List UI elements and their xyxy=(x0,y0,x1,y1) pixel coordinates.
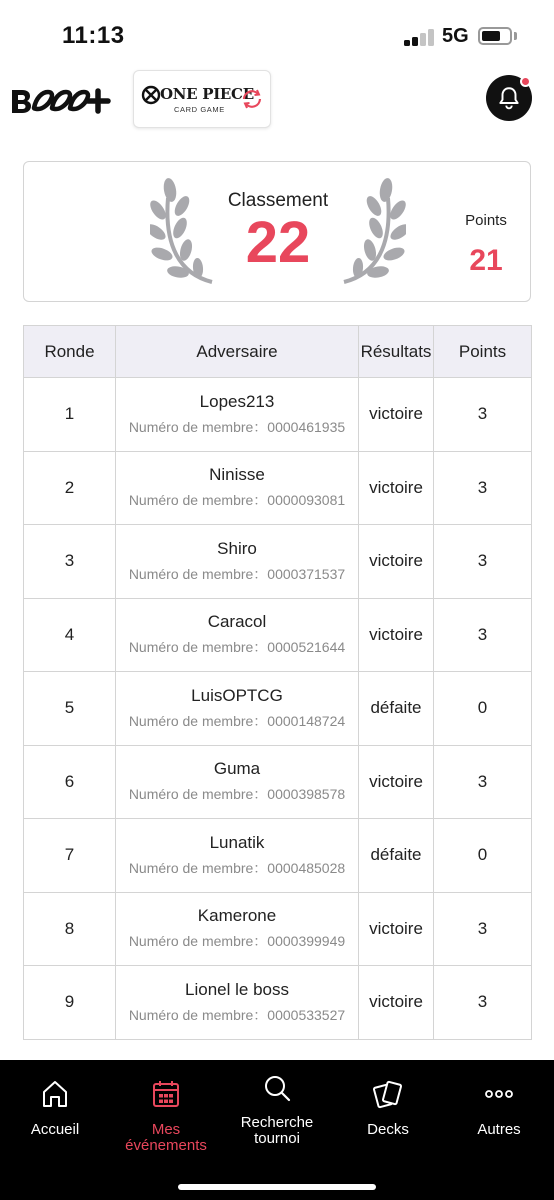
nav-decks[interactable] xyxy=(333,1060,443,1170)
opponent-cell xyxy=(116,451,359,525)
nav-decks-label: Decks xyxy=(367,1121,409,1138)
ranking-label: Classement xyxy=(227,190,329,211)
round-cell: 7 xyxy=(24,819,116,893)
round-cell: 5 xyxy=(24,672,116,746)
nav-more[interactable] xyxy=(444,1060,554,1170)
opponent-name[interactable]: Lopes213 xyxy=(199,391,275,411)
round-cell: 2 xyxy=(24,451,116,525)
result-cell: défaite xyxy=(359,672,434,746)
header-round: Ronde xyxy=(24,326,116,378)
opponent-cell xyxy=(116,672,359,746)
table-row[interactable] xyxy=(24,745,532,819)
member-number: Numéro de membre：0000398578 xyxy=(128,786,346,803)
result-cell: victoire xyxy=(359,598,434,672)
result-cell: victoire xyxy=(359,966,434,1040)
points-cell: 3 xyxy=(434,745,532,819)
notification-badge xyxy=(520,76,531,87)
game-logo-title: ONE PIECE xyxy=(160,85,254,103)
home-indicator[interactable] xyxy=(178,1184,376,1190)
ranking-card xyxy=(23,161,531,302)
opponent-name[interactable]: Lionel le boss xyxy=(185,979,289,999)
ranking-value: 22 xyxy=(245,210,311,275)
table-row[interactable] xyxy=(24,598,532,672)
result-cell: victoire xyxy=(359,525,434,599)
round-cell: 4 xyxy=(24,598,116,672)
round-cell: 6 xyxy=(24,745,116,819)
battery-icon xyxy=(478,27,512,45)
nav-tournament-search[interactable] xyxy=(222,1060,332,1170)
one-piece-card-game-logo[interactable] xyxy=(133,70,271,128)
header-points: Points xyxy=(434,326,532,378)
opponent-name[interactable]: Caracol xyxy=(207,612,267,632)
signal-icon xyxy=(404,28,436,46)
nav-home-label: Accueil xyxy=(30,1121,80,1138)
nav-home[interactable] xyxy=(0,1060,110,1170)
round-cell: 9 xyxy=(24,966,116,1040)
opponent-name[interactable]: Lunatik xyxy=(209,832,265,852)
points-cell: 0 xyxy=(434,672,532,746)
opponent-cell xyxy=(116,745,359,819)
home-icon xyxy=(39,1078,71,1110)
opponent-name[interactable]: Shiro xyxy=(217,538,257,558)
total-points-value: 21 xyxy=(469,244,503,277)
member-number: Numéro de membre：0000485028 xyxy=(128,859,346,876)
member-number: Numéro de membre：0000371537 xyxy=(128,565,346,582)
nav-tournament-search-label: Recherche tournoi xyxy=(240,1114,314,1147)
header-results: Résultats xyxy=(359,326,434,378)
opponent-cell xyxy=(116,378,359,452)
status-time: 11:13 xyxy=(62,22,125,49)
member-number: Numéro de membre：0000461935 xyxy=(128,418,346,435)
status-bar xyxy=(0,0,554,70)
result-cell: victoire xyxy=(359,451,434,525)
points-cell: 3 xyxy=(434,378,532,452)
opponent-cell xyxy=(116,598,359,672)
points-cell: 3 xyxy=(434,525,532,599)
points-cell: 3 xyxy=(434,892,532,966)
member-number: Numéro de membre：0000399949 xyxy=(128,933,346,950)
points-cell: 3 xyxy=(434,598,532,672)
opponent-cell xyxy=(116,892,359,966)
table-row[interactable] xyxy=(24,892,532,966)
nav-my-events[interactable] xyxy=(111,1060,221,1170)
nav-more-label: Autres xyxy=(477,1121,521,1138)
round-cell: 8 xyxy=(24,892,116,966)
network-label: 5G xyxy=(442,25,469,47)
opponent-name[interactable]: Kamerone xyxy=(197,906,277,926)
calendar-icon xyxy=(150,1078,182,1110)
round-cell: 3 xyxy=(24,525,116,599)
result-cell: victoire xyxy=(359,378,434,452)
result-cell: victoire xyxy=(359,745,434,819)
nav-my-events-label: Mes événements xyxy=(125,1121,207,1154)
member-number: Numéro de membre：0000533527 xyxy=(128,1006,346,1023)
opponent-name[interactable]: LuisOPTCG xyxy=(191,685,283,705)
points-cell: 3 xyxy=(434,966,532,1040)
member-number: Numéro de membre：0000148724 xyxy=(128,712,346,729)
opponent-cell xyxy=(116,819,359,893)
bottom-nav xyxy=(0,1060,554,1200)
more-icon xyxy=(483,1078,515,1110)
opponent-cell xyxy=(116,525,359,599)
opponent-name[interactable]: Guma xyxy=(213,759,261,779)
header-opponent: Adversaire xyxy=(116,326,359,378)
bandai-plus-logo[interactable] xyxy=(10,86,114,116)
battery-tip xyxy=(514,32,517,40)
round-cell: 1 xyxy=(24,378,116,452)
points-cell: 0 xyxy=(434,819,532,893)
table-row[interactable] xyxy=(24,672,532,746)
table-row[interactable] xyxy=(24,819,532,893)
opponent-name[interactable]: Ninisse xyxy=(209,465,265,485)
game-logo-subtitle: CARD GAME xyxy=(174,105,225,114)
result-cell: défaite xyxy=(359,819,434,893)
cards-icon xyxy=(372,1078,404,1110)
results-table xyxy=(23,325,532,1040)
opponent-cell xyxy=(116,966,359,1040)
skull-emblem-icon xyxy=(141,85,161,105)
table-header-row xyxy=(24,326,532,378)
table-row[interactable] xyxy=(24,378,532,452)
bell-icon xyxy=(496,85,522,111)
table-row[interactable] xyxy=(24,525,532,599)
search-icon xyxy=(261,1072,293,1104)
refresh-emblem-icon xyxy=(240,87,264,111)
table-row[interactable] xyxy=(24,451,532,525)
member-number: Numéro de membre：0000521644 xyxy=(128,639,346,656)
app-header xyxy=(0,66,554,132)
total-points-label: Points xyxy=(465,212,507,229)
result-cell: victoire xyxy=(359,892,434,966)
table-row[interactable] xyxy=(24,966,532,1040)
points-cell: 3 xyxy=(434,451,532,525)
member-number: Numéro de membre：0000093081 xyxy=(128,492,346,509)
